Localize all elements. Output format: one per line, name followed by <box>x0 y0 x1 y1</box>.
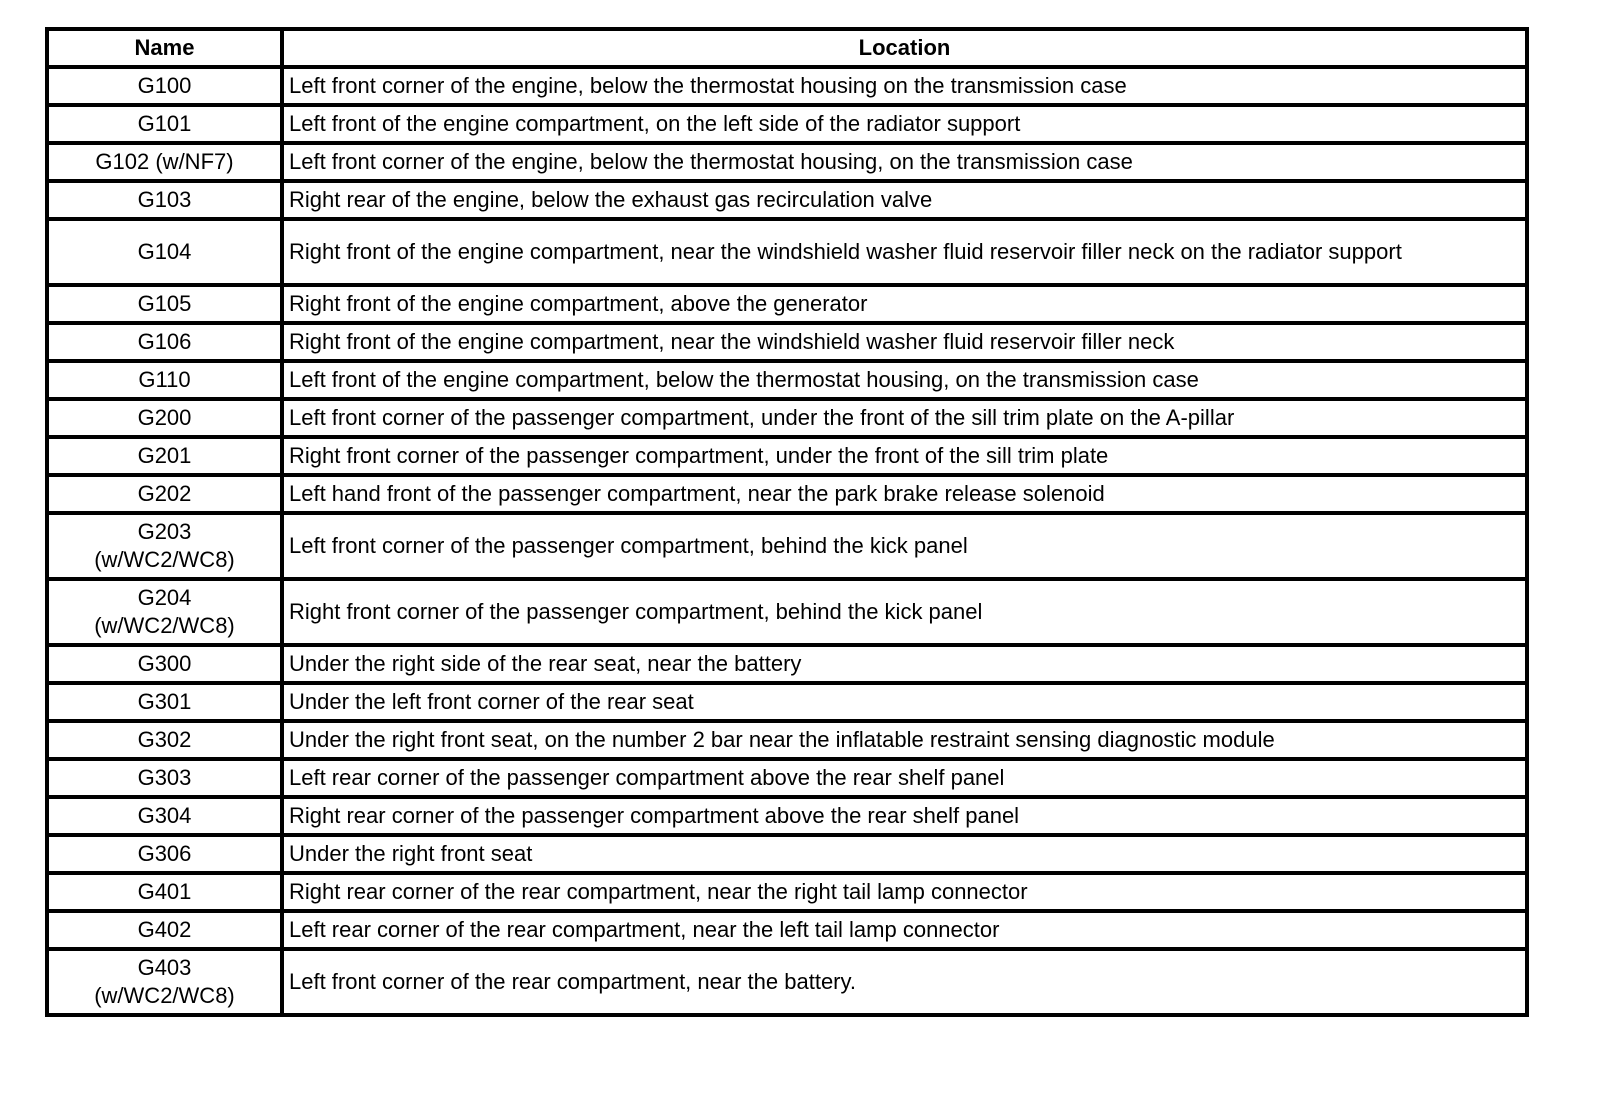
ground-locations-table <box>45 27 1529 1017</box>
ground-location-cell: Right front corner of the passenger compartment, under the front of the sill trim plate <box>282 437 1527 475</box>
table-row <box>47 835 1527 873</box>
table-row <box>47 285 1527 323</box>
ground-location-cell: Left front corner of the passenger compartment, under the front of the sill trim plate on the A-pillar <box>282 399 1527 437</box>
ground-name-cell: G203 (w/WC2/WC8) <box>47 513 282 579</box>
column-header-name: Name <box>47 29 282 67</box>
ground-location-cell: Left front of the engine compartment, below the thermostat housing, on the transmission case <box>282 361 1527 399</box>
ground-location-cell: Left front corner of the engine, below the thermostat housing, on the transmission case <box>282 143 1527 181</box>
ground-location-cell: Right front of the engine compartment, near the windshield washer fluid reservoir filler neck on the radiator support <box>282 219 1527 285</box>
ground-location-cell: Left front corner of the passenger compartment, behind the kick panel <box>282 513 1527 579</box>
table-row <box>47 949 1527 1015</box>
ground-name-cell: G304 <box>47 797 282 835</box>
table-row <box>47 513 1527 579</box>
ground-location-cell: Right front of the engine compartment, above the generator <box>282 285 1527 323</box>
ground-name-cell: G201 <box>47 437 282 475</box>
ground-name-cell: G202 <box>47 475 282 513</box>
table-row <box>47 361 1527 399</box>
ground-location-cell: Under the right front seat, on the number 2 bar near the inflatable restraint sensing diagnostic module <box>282 721 1527 759</box>
table-row <box>47 475 1527 513</box>
ground-location-cell: Left rear corner of the rear compartment, near the left tail lamp connector <box>282 911 1527 949</box>
table-row <box>47 181 1527 219</box>
table-row <box>47 721 1527 759</box>
ground-name-cell: G306 <box>47 835 282 873</box>
ground-location-cell: Left front of the engine compartment, on the left side of the radiator support <box>282 105 1527 143</box>
ground-name-cell: G101 <box>47 105 282 143</box>
column-header-location: Location <box>282 29 1527 67</box>
ground-location-cell: Right rear corner of the rear compartment, near the right tail lamp connector <box>282 873 1527 911</box>
table-row <box>47 323 1527 361</box>
ground-location-cell: Under the right side of the rear seat, near the battery <box>282 645 1527 683</box>
ground-name-cell: G200 <box>47 399 282 437</box>
ground-name-cell: G403 (w/WC2/WC8) <box>47 949 282 1015</box>
ground-location-cell: Left front corner of the rear compartment, near the battery. <box>282 949 1527 1015</box>
table-row <box>47 873 1527 911</box>
ground-name-cell: G110 <box>47 361 282 399</box>
table-row <box>47 645 1527 683</box>
ground-name-cell: G102 (w/NF7) <box>47 143 282 181</box>
ground-location-cell: Right front of the engine compartment, near the windshield washer fluid reservoir filler neck <box>282 323 1527 361</box>
table-row <box>47 105 1527 143</box>
ground-name-cell: G303 <box>47 759 282 797</box>
ground-name-cell: G103 <box>47 181 282 219</box>
ground-location-cell: Left front corner of the engine, below the thermostat housing on the transmission case <box>282 67 1527 105</box>
ground-name-cell: G301 <box>47 683 282 721</box>
ground-location-cell: Left hand front of the passenger compartment, near the park brake release solenoid <box>282 475 1527 513</box>
ground-name-cell: G105 <box>47 285 282 323</box>
ground-name-cell: G402 <box>47 911 282 949</box>
table-row <box>47 143 1527 181</box>
ground-location-cell: Right front corner of the passenger compartment, behind the kick panel <box>282 579 1527 645</box>
ground-location-cell: Left rear corner of the passenger compartment above the rear shelf panel <box>282 759 1527 797</box>
ground-name-cell: G204 (w/WC2/WC8) <box>47 579 282 645</box>
ground-location-cell: Under the right front seat <box>282 835 1527 873</box>
ground-name-cell: G100 <box>47 67 282 105</box>
ground-name-cell: G104 <box>47 219 282 285</box>
ground-name-cell: G302 <box>47 721 282 759</box>
table-row <box>47 759 1527 797</box>
table-header-row <box>47 29 1527 67</box>
ground-location-cell: Right rear of the engine, below the exhaust gas recirculation valve <box>282 181 1527 219</box>
table-row <box>47 219 1527 285</box>
table-row <box>47 399 1527 437</box>
table-row <box>47 911 1527 949</box>
table-row <box>47 437 1527 475</box>
ground-name-cell: G401 <box>47 873 282 911</box>
ground-name-cell: G300 <box>47 645 282 683</box>
table-row <box>47 797 1527 835</box>
table-row <box>47 579 1527 645</box>
ground-location-cell: Right rear corner of the passenger compartment above the rear shelf panel <box>282 797 1527 835</box>
ground-name-cell: G106 <box>47 323 282 361</box>
table-row <box>47 683 1527 721</box>
table-row <box>47 67 1527 105</box>
ground-location-cell: Under the left front corner of the rear seat <box>282 683 1527 721</box>
